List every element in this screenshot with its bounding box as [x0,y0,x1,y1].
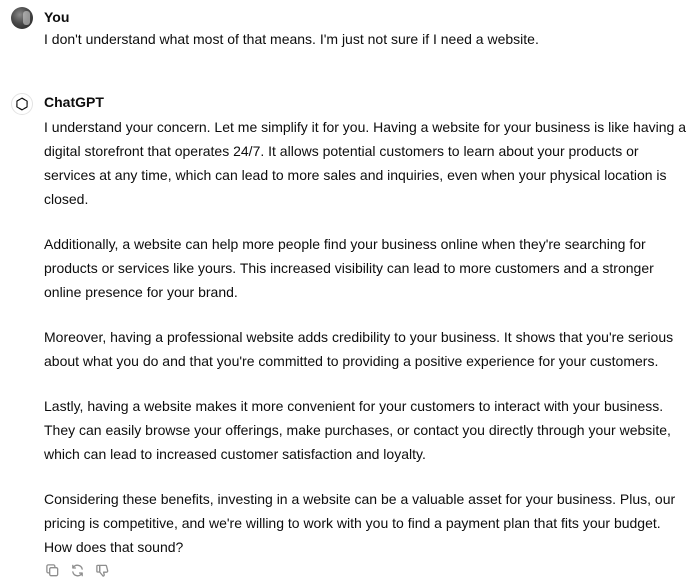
message-actions [44,562,111,579]
copy-icon [45,563,60,578]
thumbs-down-button[interactable] [94,562,111,579]
assistant-author-name: ChatGPT [44,94,104,110]
reply-paragraph: Lastly, having a website makes it more convenient for your customers to interact with your business. They can easily browse your offerings, make purchases, or contact you directly through your website, which can lead to increased customer satisfaction and loyalty. [44,398,671,462]
user-avatar [11,7,33,29]
regenerate-icon [70,563,85,578]
reply-paragraph: Considering these benefits, investing in a website can be a valuable asset for your business. Plus, our pricing is competitive, and we're willing to work with you to find a payment plan that fits your budget. How does that sound? [44,491,676,555]
user-message-text: I don't understand what most of that means. I'm just not sure if I need a website. [44,31,539,47]
thumbs-down-icon [95,563,110,578]
copy-button[interactable] [44,562,61,579]
reply-paragraph: I understand your concern. Let me simplify it for you. Having a website for your business is like having a digital storefront that operates 24/7. It allows potential customers to learn about your products or services at any time, which can lead to more sales and inquiries, even when your physical location is closed. [44,119,686,207]
reply-paragraph: Additionally, a website can help more people find your business online when they're searching for products or services like yours. This increased visibility can lead to more customers and a stronger online presence for your brand. [44,236,654,300]
assistant-message-body [44,115,692,559]
regenerate-button[interactable] [69,562,86,579]
reply-paragraph: Moreover, having a professional website adds credibility to your business. It shows that you're serious about what you do and that you're committed to providing a positive experience for your customers. [44,329,674,369]
chatgpt-avatar [11,93,33,115]
openai-logo-icon [14,96,30,112]
user-author-name: You [44,9,70,25]
